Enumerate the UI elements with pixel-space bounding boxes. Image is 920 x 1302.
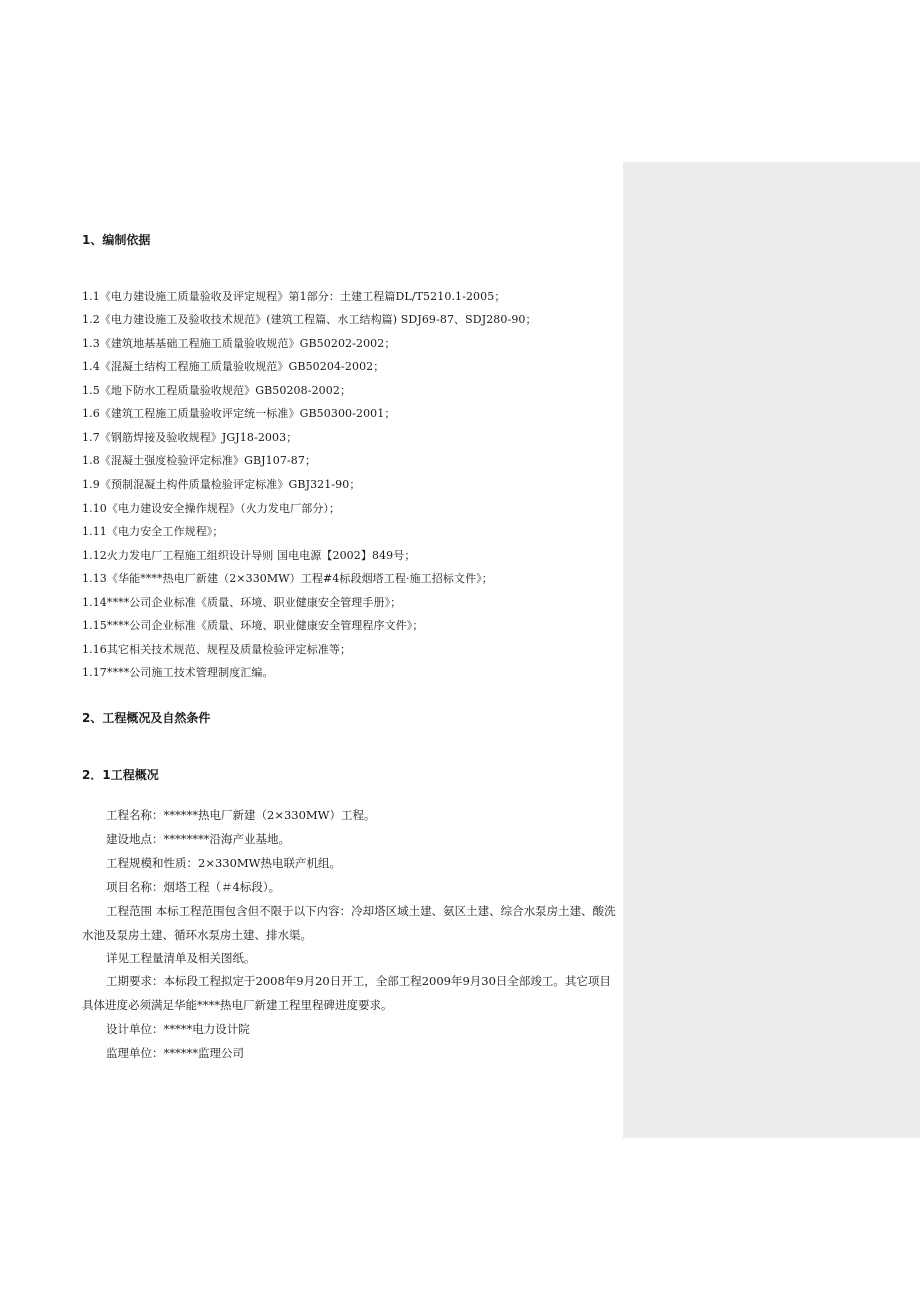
project-name: 工程名称：******热电厂新建（2×330MW）工程。: [106, 808, 376, 822]
comment-pane: [623, 162, 920, 1138]
overview-paragraph: [82, 827, 617, 851]
reference-item: 1.15****公司企业标准《质量、环境、职业健康安全管理程序文件》；: [82, 619, 424, 632]
design-unit: 设计单位：*****电力设计院: [106, 1022, 250, 1036]
item-name: 项目名称：烟塔工程（＃4标段）。: [106, 880, 281, 894]
reference-item: 1.8《混凝土强度检验评定标准》GBJ107-87；: [82, 454, 317, 467]
overview-paragraph: [82, 803, 617, 827]
reference-item: 1.16其它相关技术规范、规程及质量检验评定标准等；: [82, 643, 352, 656]
reference-item: 1.14****公司企业标准《质量、环境、职业健康安全管理手册》；: [82, 596, 402, 609]
overview-paragraph: [82, 1017, 617, 1041]
overview-paragraph: [82, 851, 617, 875]
construction-site: 建设地点：********沿海产业基地。: [106, 832, 290, 846]
reference-item: 1.1《电力建设施工质量验收及评定规程》第1部分：土建工程篇DL/T5210.1-2005；: [82, 290, 506, 303]
reference-item: 1.9《预制混凝土构件质量检验评定标准》GBJ321-90；: [82, 478, 361, 491]
reference-item: 1.17****公司施工技术管理制度汇编。: [82, 666, 274, 679]
overview-paragraph: [82, 875, 617, 899]
reference-item: 1.7《钢筋焊接及验收规程》JGJ18-2003；: [82, 431, 298, 444]
reference-item: 1.3《建筑地基基础工程施工质量验收规范》GB50202-2002；: [82, 337, 396, 350]
quantity-note: 详见工程量清单及相关图纸。: [106, 951, 256, 965]
overview-paragraph: [82, 969, 617, 1017]
section-2-heading: 2、工程概况及自然条件: [82, 711, 211, 725]
overview-paragraph: [82, 1041, 617, 1065]
work-scope: 工程范围 本标工程范围包含但不限于以下内容：冷却塔区域土建、氨区土建、综合水泵房土建、酸洗水池及泵房土建、循环水泵房土建、排水渠。: [82, 904, 616, 942]
overview-paragraph: [82, 946, 617, 970]
overview-paragraph: [82, 899, 617, 947]
reference-item: 1.11《电力安全工作规程》；: [82, 525, 224, 538]
section-2-1-heading: 2．1工程概况: [82, 768, 159, 782]
reference-item: 1.6《建筑工程施工质量验收评定统一标准》GB50300-2001；: [82, 407, 396, 420]
schedule-requirement: 工期要求：本标段工程拟定于2008年9月20日开工，全部工程2009年9月30日全部竣工。其它项目具体进度必须满足华能****热电厂新建工程里程碑进度要求。: [82, 974, 611, 1012]
reference-item: 1.10《电力建设安全操作规程》（火力发电厂部分）；: [82, 502, 341, 515]
section-1-heading: 1、编制依据: [82, 233, 151, 247]
supervision-unit: 监理单位：******监理公司: [106, 1046, 244, 1060]
reference-item: 1.13《华能****热电厂新建（2×330MW）工程#4标段烟塔工程·施工招标文件》；: [82, 572, 493, 585]
reference-item: 1.2《电力建设施工及验收技术规范》(建筑工程篇、水工结构篇) SDJ69-87、SDJ280-90；: [82, 313, 537, 326]
reference-item: 1.5《地下防水工程质量验收规范》GB50208-2002；: [82, 384, 352, 397]
project-scale: 工程规模和性质：2×330MW热电联产机组。: [106, 856, 341, 870]
reference-item: 1.12火力发电厂工程施工组织设计导则 国电电源【2002】849号；: [82, 549, 416, 562]
reference-item: 1.4《混凝土结构工程施工质量验收规范》GB50204-2002；: [82, 360, 385, 373]
